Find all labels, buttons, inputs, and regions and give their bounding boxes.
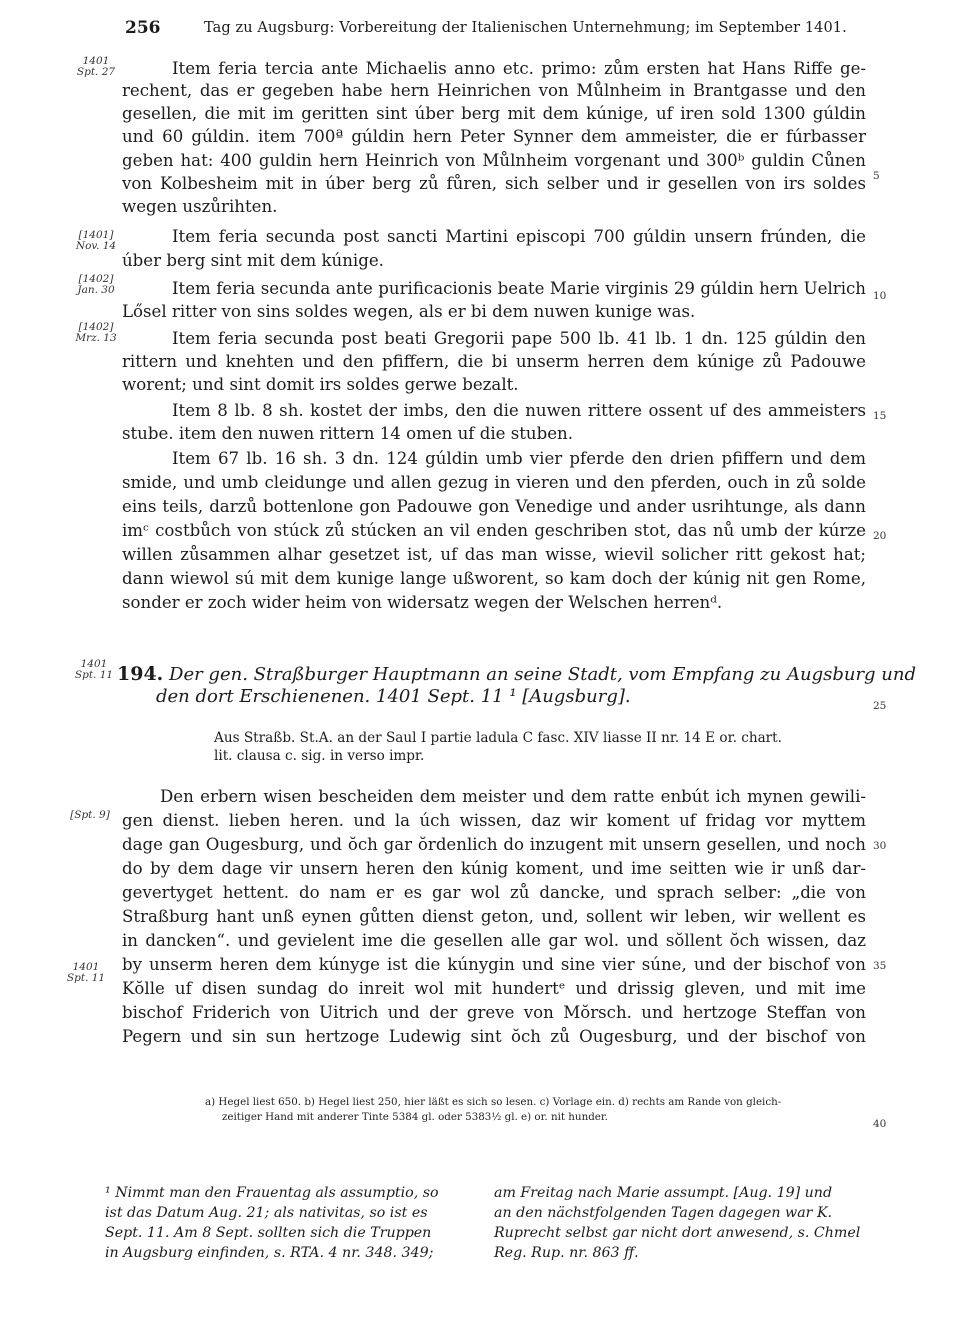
text-line: rittern und knehten und den pfiffern, die bi unserm herren dem kúnige zů Padouwe [122, 352, 866, 371]
text-line: Item 67 lb. 16 sh. 3 dn. 124 gúldin umb vier pferde den drien pfiffern und dem [172, 449, 866, 468]
text-line: dage gan Ougesburg, und ŏch gar ŏrdenlich do inzugent mit unsern gesellen, und noch [122, 835, 866, 854]
footnote-line: Reg. Rup. nr. 863 ff. [494, 1245, 639, 1261]
text-line: Pegern und sin sun hertzoge Ludewig sint ŏch zů Ougesburg, und der bischof von [122, 1027, 866, 1046]
text-line: bischof Friderich von Uitrich und der greve von Mŏrsch. und hertzoge Steffan von [122, 1003, 866, 1022]
text-line: und 60 gúldin. item 700ª gúldin hern Peter Synner dem ammeister, die er fúrbasser [122, 127, 866, 146]
text-line: eins teils, darzů bottenlone gon Padouwe gon Venedige und ander usrihtunge, als dann [122, 497, 866, 516]
text-line: dann wiewol sú mit dem kunige lange ußworent, so kam doch der kúnig nit gen Rome, [122, 569, 866, 588]
margin-date-jan-30: [1402] Jan. 30 [77, 273, 115, 296]
document-title: Der gen. Straßburger Hauptmann an seine Stadt, vom Empfang zu Augsburg und [169, 664, 916, 685]
variant-notes-line1: a) Hegel liest 650. b) Hegel liest 250, hier läßt es sich so lesen. c) Vorlage ein. d) rechts am Rande von gleich- [205, 1096, 782, 1108]
margin-date-mrz-13: [1402] Mrz. 13 [75, 321, 117, 344]
footnote-line: in Augsburg einfinden, s. RTA. 4 nr. 348. 349; [105, 1245, 434, 1261]
line-number: 30 [873, 840, 887, 852]
line-number: 35 [873, 960, 887, 972]
footnote-left-column [105, 1183, 475, 1263]
text-line: úber berg sint mit dem kúnige. [122, 251, 384, 270]
margin-date-spt-11-second: 1401 Spt. 11 [66, 961, 106, 984]
text-line: Item feria secunda post sancti Martini episcopi 700 gúldin unsern frúnden, die [172, 227, 866, 246]
footnote-line: Ruprecht selbst gar nicht dort anwesend, s. Chmel [494, 1225, 861, 1241]
text-line: geben hat: 400 guldin hern Heinrich von Můlnheim vorgenant und 300ᵇ guldin Cůnen [122, 151, 866, 170]
text-line: by unserm heren dem kúnyge ist die kúnygin und sine vier súne, und der bischof von [122, 955, 866, 974]
line-number: 15 [873, 410, 887, 422]
text-line: von Kolbesheim mit in úber berg zů fůren, sich selber und ir gesellen von irs soldes [122, 174, 866, 193]
running-title: Tag zu Augsburg: Vorbereitung der Italienischen Unternehmung; im September 1401. [204, 20, 847, 36]
document-number: 194. [117, 663, 164, 685]
text-line: imᶜ costbůch von stúck zů stúcken an vil enden geschriben stot, das nů umb der kúrze [122, 521, 866, 540]
margin-date-spt-11: 1401 Spt. 11 [74, 658, 114, 681]
line-number: 40 [873, 1118, 887, 1130]
text-line: smide, und umb cleidunge und allen gezug in vieren und den pferden, ouch in zů solde [122, 473, 866, 492]
text-line: sonder er zoch wider heim von widersatz wegen der Welschen herrenᵈ. [122, 593, 723, 612]
text-line: Straßburg hant unß eynen gůtten dienst geton, und, sollent wir leben, wir wellent es [122, 907, 866, 926]
text-line: stube. item den nuwen rittern 14 omen uf die stuben. [122, 424, 574, 443]
footnote-line: am Freitag nach Marie assumpt. [Aug. 19] und [494, 1185, 833, 1201]
variant-notes-line2: zeitiger Hand mit anderer Tinte 5384 gl. oder 5383½ gl. e) or. nit hunder. [222, 1111, 608, 1123]
text-line: Lősel ritter von sins soldes wegen, als er bi dem nuwen kunige was. [122, 302, 696, 321]
text-line: Kŏlle uf disen sundag do inreit wol mit hundertᵉ und drissig gleven, und mit ime [122, 979, 866, 998]
footnote-right-column [494, 1183, 864, 1263]
text-line: worent; und sint domit irs soldes gerwe bezalt. [122, 375, 519, 394]
text-line: gevertyget hettent. do nam er es gar wol zů dancke, und sprach selber: „die von [122, 883, 866, 902]
text-line: do by dem dage vir unsern heren den kúnig koment, und ime seitten wie ir unß dar- [122, 859, 866, 878]
footnote-line: ¹ Nimmt man den Frauentag als assumptio, so [105, 1185, 439, 1201]
line-number: 25 [873, 700, 887, 712]
text-line: willen zůsammen alhar gesetzet ist, uf das man wisse, wievil solicher ritt gekost hat; [122, 545, 866, 564]
margin-date-spt-27: 1401 Spt. 27 [76, 55, 116, 78]
text-line: Item feria tercia ante Michaelis anno etc. primo: zům ersten hat Hans Riffe ge- [172, 59, 866, 78]
source-citation-line2: lit. clausa c. sig. in verso impr. [214, 748, 425, 764]
footnote-line: ist das Datum Aug. 21; als nativitas, so ist es [105, 1205, 428, 1221]
footnote-line: Sept. 11. Am 8 Sept. sollten sich die Truppen [105, 1225, 432, 1241]
line-number: 20 [873, 530, 887, 542]
document-heading-line1 [117, 663, 916, 686]
text-line: gen dienst. lieben heren. und la úch wissen, daz wir koment uf fridag vor myttem [122, 811, 866, 830]
text-line: gesellen, die mit im geritten sint úber berg mit dem kúnige, uf iren sold 1300 gúldin [122, 104, 866, 123]
text-line: in dancken“. und gevielent ime die gesellen alle gar wol. und sŏllent ŏch wissen, daz [122, 931, 866, 950]
line-number: 5 [873, 170, 880, 182]
page-number: 256 [125, 18, 161, 38]
footnote-line: an den nächstfolgenden Tagen dagegen war K. [494, 1205, 833, 1221]
margin-date-spt-9: [Spt. 9] [70, 809, 110, 821]
line-number: 10 [873, 290, 887, 302]
text-line: rechent, das er gegeben habe hern Heinrichen von Můlnheim in Brantgasse und den [122, 81, 866, 100]
text-line: Den erbern wisen bescheiden dem meister und dem ratte enbút ich mynen gewili- [160, 787, 866, 806]
text-line: Item feria secunda post beati Gregorii pape 500 lb. 41 lb. 1 dn. 125 gúldin den [172, 329, 866, 348]
text-line: Item feria secunda ante purificacionis beate Marie virginis 29 gúldin hern Uelrich [172, 279, 866, 298]
source-citation-line1: Aus Straßb. St.A. an der Saul I partie ladula C fasc. XIV liasse II nr. 14 E or. chart. [214, 730, 782, 746]
document-heading-line2: den dort Erschienenen. 1401 Sept. 11 ¹ [Augsburg]. [156, 686, 631, 707]
text-line: Item 8 lb. 8 sh. kostet der imbs, den die nuwen rittere ossent uf des ammeisters [172, 401, 866, 420]
margin-date-nov-14: [1401] Nov. 14 [75, 229, 117, 252]
text-line: wegen uszůrihten. [122, 197, 278, 216]
